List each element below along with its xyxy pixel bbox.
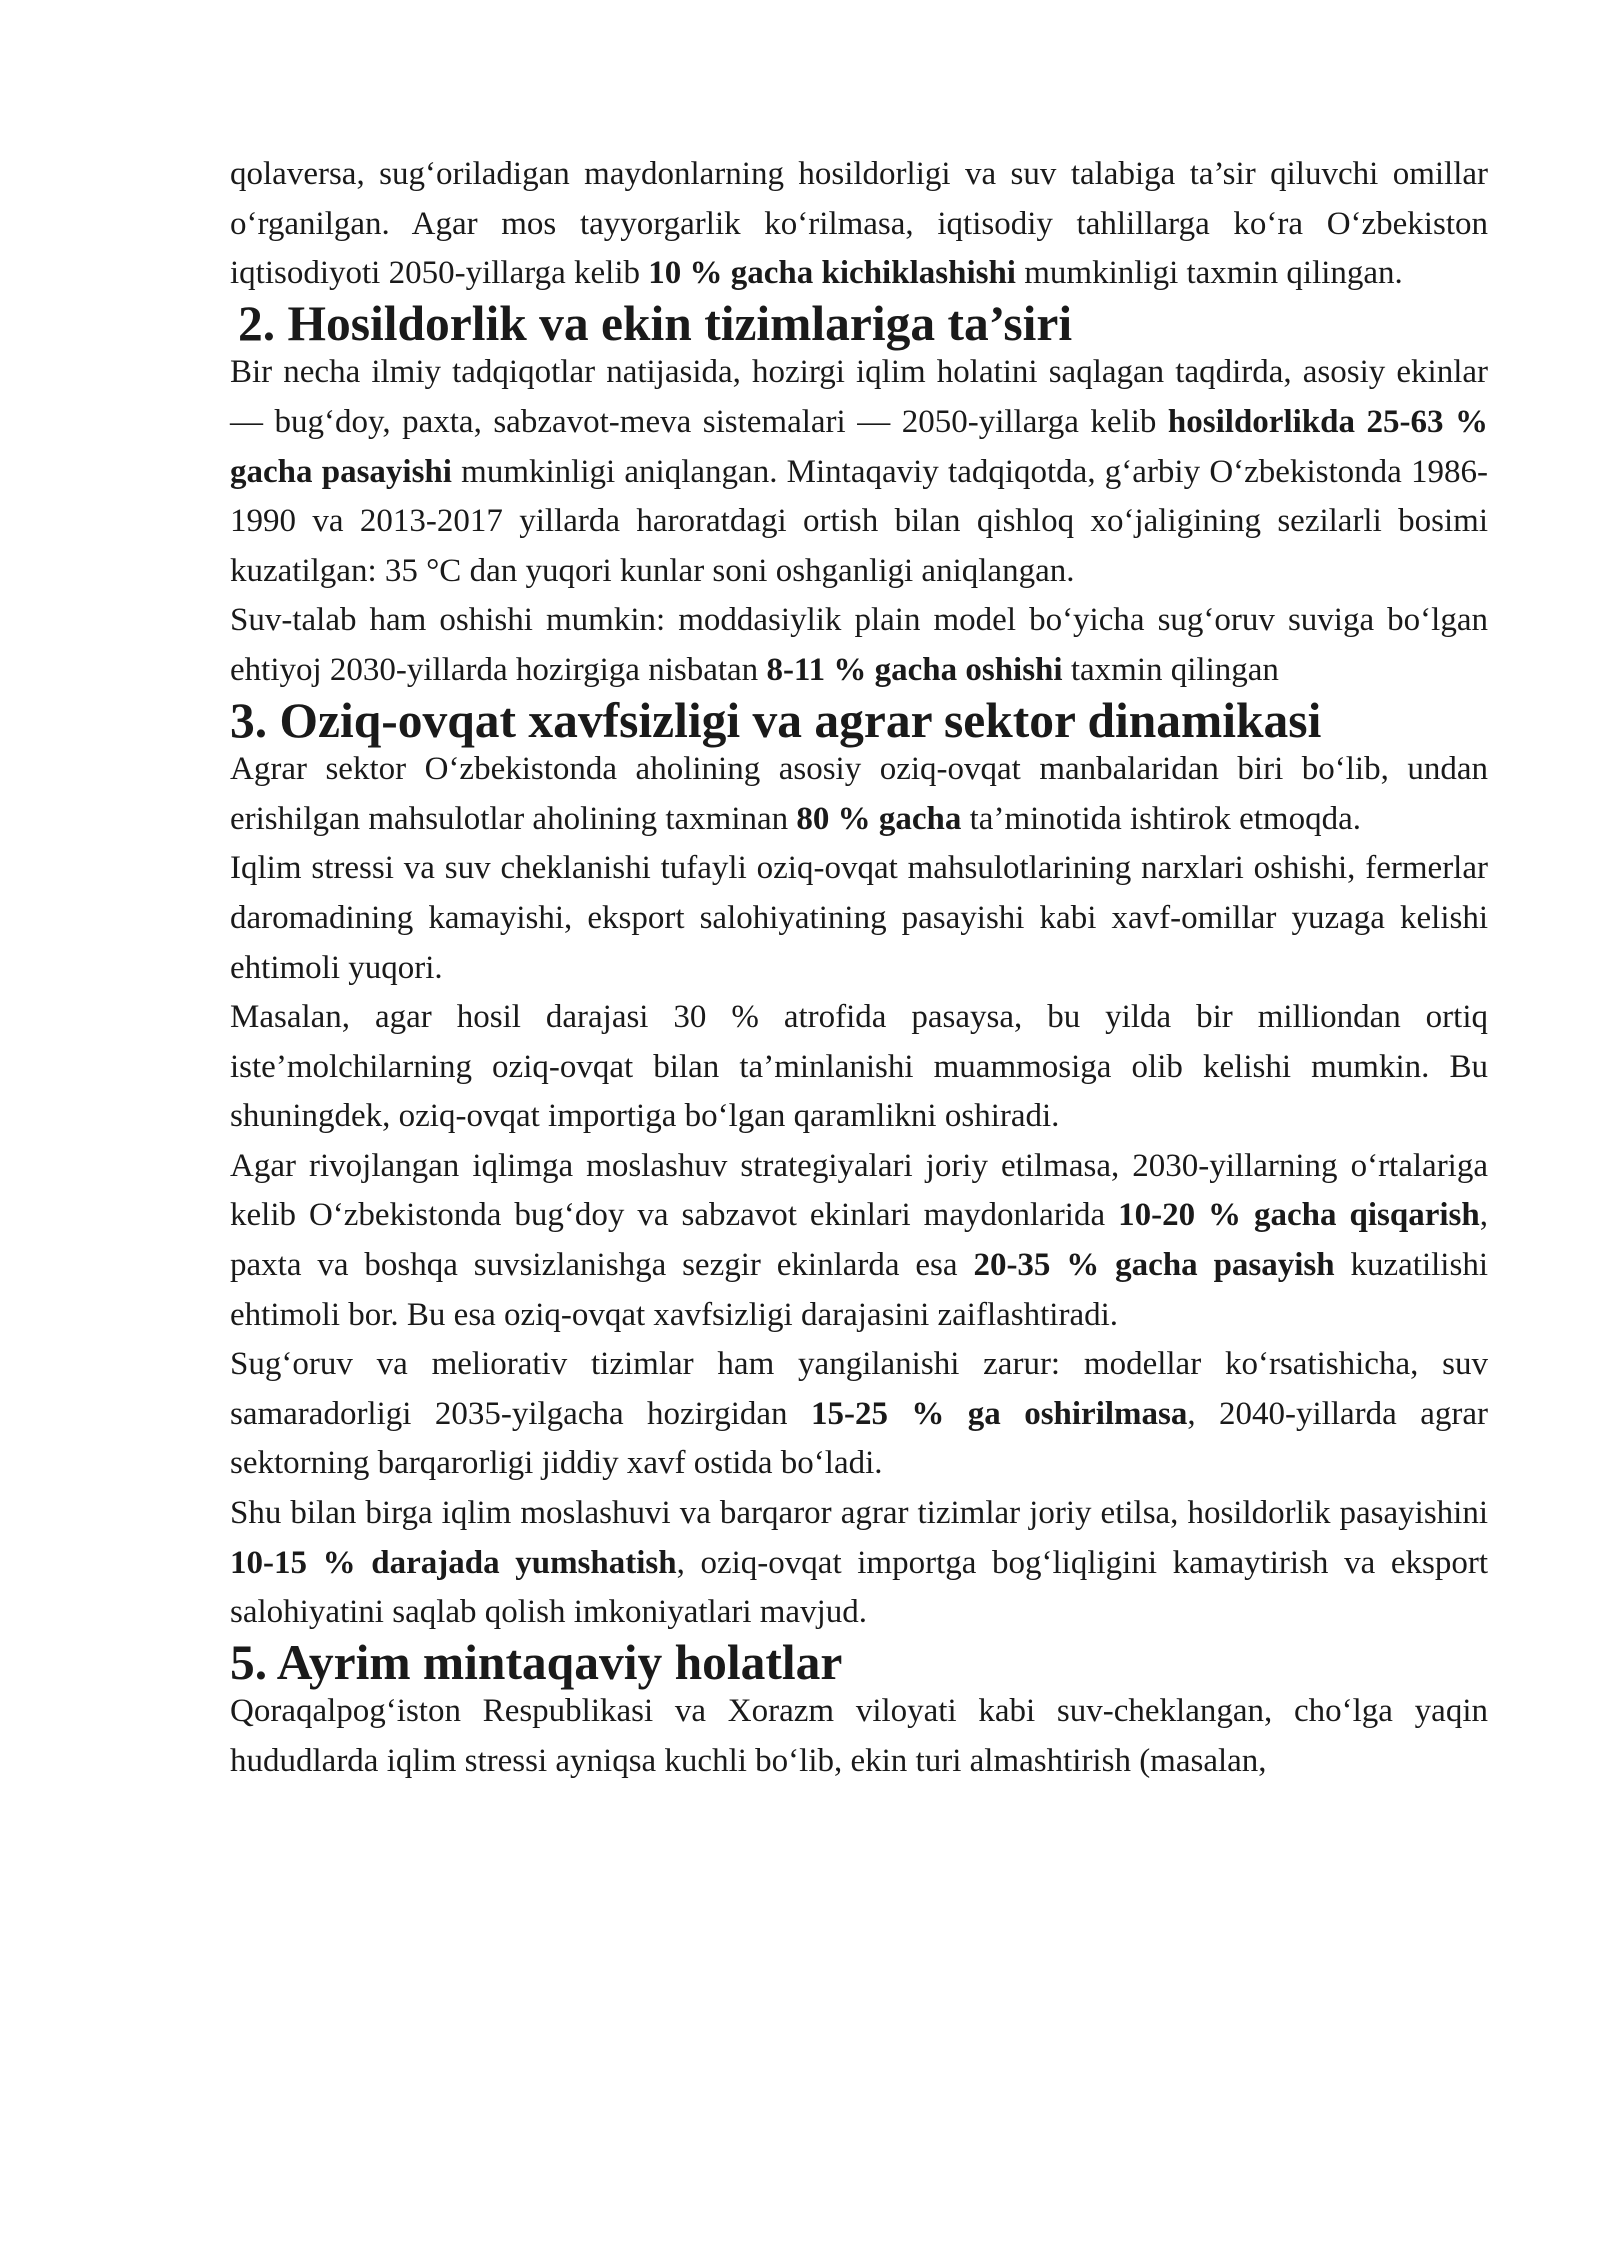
section-heading-food-security: 3. Oziq-ovqat xavfsizligi va agrar sektor dinamikasi [230, 692, 1322, 748]
bold-highlight: 15-25 % ga oshirilmasa [810, 1395, 1188, 1432]
text-run: kuzatilishi ehtimoli bor. Bu esa oziq-ovqat xavfsizligi darajasini zaiflashtiradi. [230, 1247, 1488, 1333]
text-run: mumkinligi taxmin qilingan. [1015, 255, 1403, 292]
document-page [230, 150, 1488, 1787]
paragraph-regional-stress: Qoraqalpog‘iston Respublikasi va Xorazm viloyati kabi suv-cheklangan, cho‘lga yaqin hududlarda iqlim stressi ayniqsa kuchli bo‘lib, ekin turi almashtirish (masalan, [230, 1693, 1488, 1779]
section-heading-regional-cases: 5. Ayrim mintaqaviy holatlar [230, 1634, 843, 1690]
paragraph-yield-decline [230, 348, 1488, 596]
bold-highlight: 10-20 % gacha qisqarish [1118, 1197, 1480, 1234]
bold-highlight: 10 % gacha kichiklashishi [648, 255, 1016, 292]
text-run: Agrar sektor O‘zbekistonda aholining asosiy oziq-ovqat manbalaridan biri bo‘lib, undan erishilgan mahsulotlar aholining taxminan [230, 751, 1488, 837]
text-run: Shu bilan birga iqlim moslashuvi va barqaror agrar tizimlar joriy etilsa, hosildorlik pasayishini [230, 1495, 1488, 1532]
text-run: , 2040-yillarda agrar sektorning barqarorligi jiddiy xavf ostida bo‘ladi. [230, 1395, 1488, 1482]
paragraph-economy-impact [230, 150, 1488, 299]
text-run: , paxta va boshqa suvsizlanishga sezgir ekinlarda esa [230, 1197, 1488, 1284]
bold-highlight: 80 % gacha [796, 800, 962, 837]
text-run: Agar rivojlangan iqlimga moslashuv strategiyalari joriy etilmasa, 2030-yillarning o‘rtalariga kelib O‘zbekistonda bug‘doy va sabzavot ekinlari maydonlarida [230, 1147, 1488, 1234]
text-run: mumkinligi aniqlangan. Mintaqaviy tadqiqotda, g‘arbiy O‘zbekistonda 1986-1990 va 2013-2017 yillarda haroratdagi ortish bilan qishloq xo‘jaligining sezilarli bosimi kuzatilgan: 35 °C dan yuqori kunlar soni oshganligi aniqlangan. [230, 453, 1488, 589]
text-run: Bir necha ilmiy tadqiqotlar natijasida, hozirgi iqlim holatini saqlagan taqdirda, asosiy ekinlar — bug‘doy, paxta, sabzavot-meva sistemalari — 2050-yillarga kelib [230, 354, 1488, 440]
text-run: Sug‘oruv va meliorativ tizimlar ham yangilanishi zarur: modellar ko‘rsatishicha, suv samaradorligi 2035-yilgacha hozirgidan [230, 1346, 1488, 1432]
text-run: taxmin qilingan [1062, 651, 1279, 688]
text-run: qolaversa, sug‘oriladigan maydonlarning hosildorligi va suv talabiga ta’sir qiluvchi omillar o‘rganilgan. Agar mos tayyorgarlik ko‘rilmasa, iqtisodiy tahlillarga ko‘ra O‘zbekiston iqtisodiyoti 2050-yillarga kelib [230, 156, 1488, 292]
paragraph-mitigation [230, 1489, 1488, 1638]
bold-highlight: 8-11 % gacha oshishi [766, 651, 1063, 688]
paragraph-irrigation-systems [230, 1340, 1488, 1489]
paragraph-harvest-example: Masalan, agar hosil darajasi 30 % atrofida pasaysa, bu yilda bir milliondan ortiq iste’molchilarning oziq-ovqat bilan ta’minlanishi muammosiga olib kelishi mumkin. Bu shuningdek, oziq-ovqat importiga bo‘lgan qaramlikni oshiradi. [230, 999, 1488, 1135]
bold-highlight: 10-15 % darajada yumshatish [230, 1544, 677, 1581]
bold-highlight: 20-35 % gacha pasayish [973, 1247, 1335, 1284]
paragraph-adaptation-strategy [230, 1142, 1488, 1340]
paragraph-climate-stress: Iqlim stressi va suv cheklanishi tufayli oziq-ovqat mahsulotlarining narxlari oshishi, fermerlar daromadining kamayishi, eksport salohiyatining pasayishi kabi xavf-omillar yuzaga kelishi ehtimoli yuqori. [230, 850, 1488, 986]
bold-highlight: hosildorlikda 25-63 % gacha pasayishi [230, 403, 1488, 490]
text-run: Suv-talab ham oshishi mumkin: moddasiylik plain model bo‘yicha sug‘oruv suviga bo‘lgan ehtiyoj 2030-yillarda hozirgiga nisbatan [230, 602, 1488, 688]
section-heading-yield-impact: 2. Hosildorlik va ekin tizimlariga ta’siri [238, 295, 1073, 351]
paragraph-water-demand [230, 596, 1488, 695]
text-run: ta’minotida ishtirok etmoqda. [961, 800, 1361, 837]
paragraph-agrarian-sector [230, 745, 1488, 844]
text-run: , oziq-ovqat importga bog‘liqligini kamaytirish va eksport salohiyatini saqlab qolish imkoniyatlari mavjud. [230, 1544, 1488, 1631]
